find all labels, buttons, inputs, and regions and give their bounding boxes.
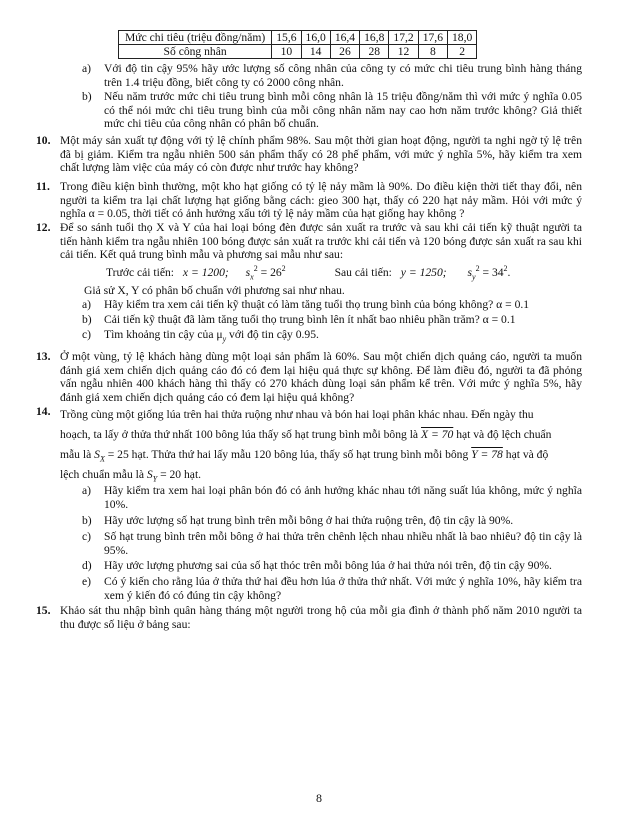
part-label: c) <box>82 530 92 543</box>
q14-line-4-text: lệch chuẩn mẫu là <box>60 468 145 481</box>
table-header-cell: Mức chi tiêu (triệu đồng/năm) <box>119 31 272 45</box>
question-number: 14. <box>36 405 51 418</box>
q14-line-3-tail: hạt và độ <box>505 448 549 461</box>
question-text: Ở một vùng, tỷ lệ khách hàng dùng một loại sản phẩm là 60%. Sau một chiến dịch quảng cáo, người ta muốn đánh giá xem chiến dịch quảng cáo đó có đem lại hiệu quả thực sự không. Để làm điều đó, người ta đã phỏng vấn ngẫu nhiên 400 khách hàng thì thấy có 270 khách dùng loại sản phẩm kể trên. Với mức ý nghĩa 5%, hãy đánh giá xem chiến dịch quảng cáo có đem lại hiệu quả không? <box>60 350 582 404</box>
x-mean: x = 1200; <box>182 266 229 279</box>
table-cell: 10 <box>272 45 301 59</box>
part-text: Số hạt trung bình trên mỗi bông ở hai thửa trên chênh lệch nhau nhiều nhất là bao nhiêu? độ tin cậy là 95%. <box>104 530 582 557</box>
table-cell: 15,6 <box>272 31 301 45</box>
q14-line-3-text: mẫu là <box>60 448 92 461</box>
sy-value: = 34 <box>482 266 504 279</box>
table-cell: 16,0 <box>301 31 330 45</box>
part-text: Cải tiến kỹ thuật đã làm tăng tuổi thọ trung bình lên ít nhất bao nhiêu phần trăm? α = 0.1 <box>104 313 516 326</box>
question-15 <box>36 604 582 631</box>
question-10 <box>36 134 582 175</box>
question-number: 12. <box>36 221 51 234</box>
part-text-wrap: Tìm khoảng tin cậy của $\mu_y$ với độ tin cậy 0.95. <box>104 328 319 344</box>
x-bar: X = 70 <box>420 428 454 441</box>
sy-symbol: S <box>146 468 153 481</box>
page-number: 8 <box>316 791 322 805</box>
sample-stats-formula: Trước cải tiến: x = 1200; $s_x^2 = 26^2$ Sau cải tiến: y = 1250; $s_y^2 = 34^2$. <box>106 264 511 282</box>
part-label: c) <box>82 328 92 341</box>
table-cell: 8 <box>418 45 447 59</box>
table-cell: 16,4 <box>330 31 359 45</box>
table-cell: 17,2 <box>389 31 418 45</box>
question-11 <box>36 180 582 221</box>
sx-value: = 26 <box>260 266 282 279</box>
question-13 <box>36 350 582 404</box>
table-row <box>119 31 477 45</box>
table-cell: 14 <box>301 45 330 59</box>
q14-line-2-text: hoạch, ta lấy ở thửa thứ nhất 100 bông lúa thấy số hạt trung bình mỗi bông là <box>60 428 419 441</box>
question-number: 15. <box>36 604 51 617</box>
part-text: Hãy ước lượng số hạt trung bình trên mỗi bông ở hai thửa ruộng trên, độ tin cậy là 90%. <box>104 514 514 527</box>
part-label: a) <box>82 62 92 75</box>
expense-table <box>118 30 477 59</box>
part-text: Hãy kiểm tra xem cải tiến kỹ thuật có làm tăng tuổi thọ trung bình của bóng không? α = 0.1 <box>104 298 530 311</box>
question-text <box>60 405 582 485</box>
part-text: Hãy ước lượng phương sai của số hạt thóc trên mỗi bông lúa ở hai thửa nói trên, độ tin cậy 90%. <box>104 559 552 572</box>
part-label: b) <box>82 514 92 527</box>
table-row <box>119 45 477 59</box>
q12-assumption: Giả sử X, Y có phân bố chuẩn với phương sai như nhau. <box>84 284 345 297</box>
q9-part-a <box>82 62 582 89</box>
q14-part-d <box>82 559 582 573</box>
q12-part-b <box>82 313 582 327</box>
table-cell: 16,8 <box>360 31 389 45</box>
before-label: Trước cải tiến: <box>106 266 175 279</box>
table-header-cell: Số công nhân <box>119 45 272 59</box>
part-label: d) <box>82 559 92 572</box>
q14-line-3: mẫu là $S_X = 25$ hạt. Thửa thứ hai lấy mẫu 120 bông lúa, thấy số hạt trung bình mỗi bông Y = 78 hạt và độ <box>60 448 549 464</box>
q9-part-b <box>82 90 582 131</box>
question-text: Trong điều kiện bình thường, một kho hạt giống có tỷ lệ nảy mầm là 90%. Do điều kiện thời tiết thay đổi, nên người ta kiểm tra lại chất lượng hạt giống bằng cách: gieo 300 hạt, thấy có 220 hạt nảy mầm. Hỏi với mức ý nghĩa α = 0.05, thời tiết có ảnh hưởng xấu tới tỷ lệ nảy mầm của hạt giống hay không ? <box>60 180 582 221</box>
table-cell: 17,6 <box>418 31 447 45</box>
table-cell: 12 <box>389 45 418 59</box>
q14-line-4-tail: = 20 hạt. <box>160 468 202 481</box>
table-cell: 18,0 <box>448 31 477 45</box>
part-label: a) <box>82 484 92 497</box>
question-number: 13. <box>36 350 51 363</box>
part-text: Tìm khoảng tin cậy của μ <box>104 328 223 341</box>
part-text: Có ý kiến cho rằng lúa ở thửa thứ hai đều hơn lúa ở thửa thứ nhất. Với mức ý nghĩa 10%, hãy kiểm tra xem ý kiến đó có đúng tin cậy không? <box>104 575 582 602</box>
question-number: 10. <box>36 134 51 147</box>
part-text: Với độ tin cậy 95% hãy ước lượng số công nhân của công ty có mức chi tiêu trung bình hàng tháng trên 1.4 triệu đồng, biết công ty có 2000 công nhân. <box>104 62 582 89</box>
q14-part-e <box>82 575 582 602</box>
table-cell: 28 <box>360 45 389 59</box>
q14-part-c <box>82 530 582 557</box>
q14-line-4: lệch chuẩn mẫu là $S_Y = 20$ hạt. <box>60 468 202 484</box>
part-text-tail: với độ tin cậy 0.95. <box>229 328 319 341</box>
y-bar: Y = 78 <box>471 448 503 461</box>
q14-part-b <box>82 514 582 528</box>
part-text: Hãy kiểm tra xem hai loại phân bón đó có ảnh hưởng khác nhau tới năng suất lúa không, mức ý nghĩa 10%. <box>104 484 582 511</box>
part-text: Nếu năm trước mức chi tiêu trung bình mỗi công nhân là 15 triệu đồng/năm thì với mức ý nghĩa 0.05 có thể nói mức chi tiêu trung bình của mỗi công nhân năm nay cao hơn năm trước không? Giả thiết mức chi tiêu của công nhân có phân bố chuẩn. <box>104 90 582 131</box>
q14-line-1: Trồng cùng một giống lúa trên hai thửa ruộng như nhau và bón hai loại phân khác nhau. Đến ngày thu <box>60 408 534 421</box>
question-text: Một máy sản xuất tự động với tỷ lệ chính phẩm 98%. Sau một thời gian hoạt động, người ta nghi ngờ tỷ lệ trên đã bị giảm. Kiểm tra ngẫu nhiên 500 sản phẩm thấy có 28 phế phẩm, với mức ý nghĩa 5%, hãy kiểm tra xem chất lượng làm việc của máy có còn được như trước hay không? <box>60 134 582 175</box>
question-12 <box>36 221 582 262</box>
question-text: Để so sánh tuổi thọ X và Y của hai loại bóng đèn được sản xuất ra trước và sau khi cải tiến kỹ thuật người ta tiến hành kiểm tra ngẫu nhiên 100 bóng được sản xuất ra trước khi cải tiến và 120 bóng được sản xuất ra sau khi cải tiến. Kết quả trung bình mẫu và phương sai mẫu như sau: <box>60 221 582 262</box>
question-text: Khảo sát thu nhập bình quân hàng tháng một người trong hộ của mỗi gia đình ở thành phố năm 2010 người ta thu được số liệu ở bảng sau: <box>60 604 582 631</box>
table-cell: 26 <box>330 45 359 59</box>
table-cell: 2 <box>448 45 477 59</box>
q14-line-2 <box>60 425 582 445</box>
after-label: Sau cải tiến: <box>334 266 392 279</box>
sx-symbol: s <box>245 266 251 279</box>
sx-symbol: S <box>94 448 100 461</box>
q12-part-c <box>82 328 582 342</box>
question-14 <box>36 405 582 485</box>
q14-line-2-tail: hạt và độ lệch chuẩn <box>456 428 552 441</box>
q14-line-3-mid: = 25 hạt. Thửa thứ hai lấy mẫu 120 bông lúa, thấy số hạt trung bình mỗi bông <box>107 448 469 461</box>
part-label: b) <box>82 90 92 103</box>
part-label: b) <box>82 313 92 326</box>
part-label: a) <box>82 298 92 311</box>
sy-symbol: s <box>467 266 473 279</box>
question-number: 11. <box>36 180 50 193</box>
y-mean: y = 1250; <box>400 266 447 279</box>
q14-part-a <box>82 484 582 511</box>
part-label: e) <box>82 575 92 588</box>
q12-part-a <box>82 298 582 312</box>
